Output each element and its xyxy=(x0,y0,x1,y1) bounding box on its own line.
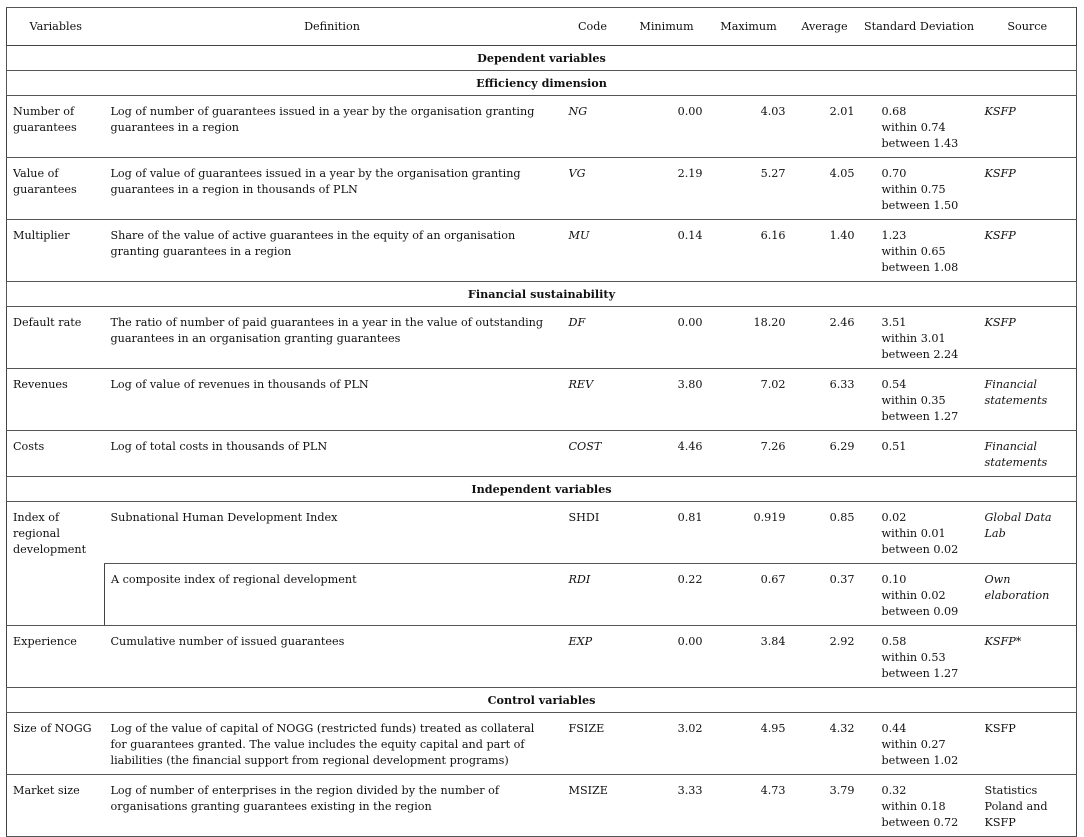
sd-between: between 0.72 xyxy=(881,816,959,829)
code: REV xyxy=(560,369,626,431)
definition: Cumulative number of issued guarantees xyxy=(105,626,560,688)
minimum: 0.00 xyxy=(626,307,708,369)
variable-name: Default rate xyxy=(7,307,105,369)
standard-deviation xyxy=(860,713,979,775)
standard-deviation xyxy=(860,158,979,220)
header-standard-deviation: Standard Deviation xyxy=(860,8,979,46)
average: 4.05 xyxy=(790,158,860,220)
table-row xyxy=(7,96,1077,158)
table-row xyxy=(7,775,1077,837)
definition: A composite index of regional development xyxy=(105,564,560,626)
header-row xyxy=(7,8,1077,46)
code: EXP xyxy=(560,626,626,688)
code: FSIZE xyxy=(560,713,626,775)
maximum: 5.27 xyxy=(708,158,790,220)
table-row xyxy=(7,502,1077,564)
section-dependent: Dependent variables xyxy=(7,46,1077,71)
maximum: 4.73 xyxy=(708,775,790,837)
code: DF xyxy=(560,307,626,369)
code: MU xyxy=(560,220,626,282)
source: Statistics Poland and KSFP xyxy=(979,775,1077,837)
maximum: 7.26 xyxy=(708,431,790,477)
variables-table xyxy=(6,7,1077,837)
minimum: 0.00 xyxy=(626,626,708,688)
sd-overall: 0.10 xyxy=(881,573,907,586)
average: 6.29 xyxy=(790,431,860,477)
source: KSFP xyxy=(979,96,1077,158)
maximum: 0.67 xyxy=(708,564,790,626)
average: 0.37 xyxy=(790,564,860,626)
variable-name: Market size xyxy=(7,775,105,837)
source: KSFP xyxy=(979,713,1077,775)
average: 3.79 xyxy=(790,775,860,837)
table-row xyxy=(7,158,1077,220)
code: VG xyxy=(560,158,626,220)
table-row xyxy=(7,564,1077,626)
sd-within: within 0.01 xyxy=(881,527,946,540)
maximum: 4.03 xyxy=(708,96,790,158)
variable-name: Size of NOGG xyxy=(7,713,105,775)
section-control: Control variables xyxy=(7,688,1077,713)
standard-deviation xyxy=(860,96,979,158)
minimum: 0.81 xyxy=(626,502,708,564)
definition: Log of total costs in thousands of PLN xyxy=(105,431,560,477)
source: KSFP xyxy=(979,220,1077,282)
sd-within: within 0.65 xyxy=(881,245,946,258)
maximum: 0.919 xyxy=(708,502,790,564)
sd-overall: 0.44 xyxy=(881,722,907,735)
definition: Subnational Human Development Index xyxy=(105,502,560,564)
code: MSIZE xyxy=(560,775,626,837)
variable-name: Revenues xyxy=(7,369,105,431)
maximum: 3.84 xyxy=(708,626,790,688)
code: COST xyxy=(560,431,626,477)
average: 2.46 xyxy=(790,307,860,369)
table-row xyxy=(7,626,1077,688)
minimum: 3.33 xyxy=(626,775,708,837)
source: KSFP xyxy=(979,307,1077,369)
sd-overall: 0.68 xyxy=(881,105,907,118)
sd-within: within 0.53 xyxy=(881,651,946,664)
section-independent: Independent variables xyxy=(7,477,1077,502)
definition: The ratio of number of paid guarantees in a year in the value of outstanding guarantees in an organisation granting guarantees xyxy=(105,307,560,369)
section-efficiency: Efficiency dimension xyxy=(7,71,1077,96)
sd-overall: 0.02 xyxy=(881,511,907,524)
sd-within: within 0.27 xyxy=(881,738,946,751)
minimum: 0.14 xyxy=(626,220,708,282)
average: 0.85 xyxy=(790,502,860,564)
sd-between: between 1.43 xyxy=(881,137,959,150)
maximum: 4.95 xyxy=(708,713,790,775)
standard-deviation xyxy=(860,564,979,626)
average: 2.92 xyxy=(790,626,860,688)
source: KSFP* xyxy=(979,626,1077,688)
minimum: 2.19 xyxy=(626,158,708,220)
source: Financial statements xyxy=(979,431,1077,477)
sd-overall: 1.23 xyxy=(881,229,907,242)
sd-within: within 0.02 xyxy=(881,589,946,602)
standard-deviation xyxy=(860,775,979,837)
variable-name: Number of guarantees xyxy=(7,96,105,158)
sd-within: within 0.75 xyxy=(881,183,946,196)
sd-within: within 0.18 xyxy=(881,800,946,813)
sd-within: within 3.01 xyxy=(881,332,946,345)
minimum: 0.22 xyxy=(626,564,708,626)
minimum: 0.00 xyxy=(626,96,708,158)
definition: Log of number of enterprises in the region divided by the number of organisations granting guarantees existing in the region xyxy=(105,775,560,837)
table-row xyxy=(7,220,1077,282)
variable-name: Experience xyxy=(7,626,105,688)
standard-deviation xyxy=(860,626,979,688)
sd-between: between 2.24 xyxy=(881,348,959,361)
sd-overall: 0.58 xyxy=(881,635,907,648)
header-average: Average xyxy=(790,8,860,46)
sd-between: between 0.09 xyxy=(881,605,959,618)
definition: Log of value of guarantees issued in a year by the organisation granting guarantees in a region in thousands of PLN xyxy=(105,158,560,220)
sd-overall: 0.51 xyxy=(881,440,907,453)
sd-overall: 0.54 xyxy=(881,378,907,391)
sd-between: between 1.27 xyxy=(881,410,959,423)
code: RDI xyxy=(560,564,626,626)
code: SHDI xyxy=(560,502,626,564)
sd-within: within 0.35 xyxy=(881,394,946,407)
header-maximum: Maximum xyxy=(708,8,790,46)
header-minimum: Minimum xyxy=(626,8,708,46)
maximum: 18.20 xyxy=(708,307,790,369)
sd-overall: 3.51 xyxy=(881,316,907,329)
standard-deviation xyxy=(860,369,979,431)
source: KSFP xyxy=(979,158,1077,220)
source: Financial statements xyxy=(979,369,1077,431)
maximum: 7.02 xyxy=(708,369,790,431)
sd-overall: 0.70 xyxy=(881,167,907,180)
standard-deviation xyxy=(860,307,979,369)
sd-within: within 0.74 xyxy=(881,121,946,134)
sd-between: between 1.27 xyxy=(881,667,959,680)
variable-name: Value of guarantees xyxy=(7,158,105,220)
sd-between: between 1.50 xyxy=(881,199,959,212)
section-financial: Financial sustainability xyxy=(7,282,1077,307)
table-row xyxy=(7,369,1077,431)
table-row xyxy=(7,713,1077,775)
minimum: 3.80 xyxy=(626,369,708,431)
average: 2.01 xyxy=(790,96,860,158)
sd-overall: 0.32 xyxy=(881,784,907,797)
code: NG xyxy=(560,96,626,158)
average: 4.32 xyxy=(790,713,860,775)
header-definition: Definition xyxy=(105,8,560,46)
sd-between: between 0.02 xyxy=(881,543,959,556)
definition: Log of the value of capital of NOGG (restricted funds) treated as collateral for guarantees granted. The value includes the equity capital and part of liabilities (the financial support from regional development programs) xyxy=(105,713,560,775)
maximum: 6.16 xyxy=(708,220,790,282)
header-source: Source xyxy=(979,8,1077,46)
average: 6.33 xyxy=(790,369,860,431)
sd-between: between 1.08 xyxy=(881,261,959,274)
table-row xyxy=(7,307,1077,369)
definition: Share of the value of active guarantees in the equity of an organisation granting guarantees in a region xyxy=(105,220,560,282)
variable-name: Multiplier xyxy=(7,220,105,282)
definition: Log of number of guarantees issued in a year by the organisation granting guarantees in a region xyxy=(105,96,560,158)
standard-deviation xyxy=(860,431,979,477)
table-row xyxy=(7,431,1077,477)
variable-name: Costs xyxy=(7,431,105,477)
minimum: 4.46 xyxy=(626,431,708,477)
source: Own elaboration xyxy=(979,564,1077,626)
variable-name: Index of regional development xyxy=(7,502,105,626)
minimum: 3.02 xyxy=(626,713,708,775)
sd-between: between 1.02 xyxy=(881,754,959,767)
header-code: Code xyxy=(560,8,626,46)
average: 1.40 xyxy=(790,220,860,282)
definition: Log of value of revenues in thousands of PLN xyxy=(105,369,560,431)
standard-deviation xyxy=(860,502,979,564)
source: Global Data Lab xyxy=(979,502,1077,564)
header-variables: Variables xyxy=(7,8,105,46)
standard-deviation xyxy=(860,220,979,282)
